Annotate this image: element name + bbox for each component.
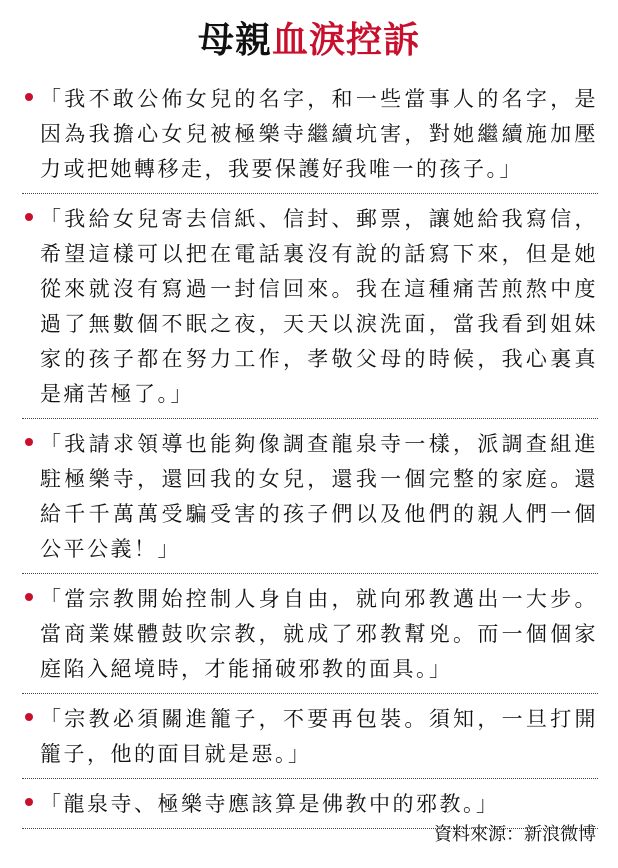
bullet-dot-icon [25,93,33,101]
page-title [0,18,618,64]
bullet-dot-icon [25,593,33,601]
title-part-2: 血淚控訴 [272,20,421,61]
quote-text: 「我請求領導也能夠像調查龍泉寺一樣，派調查組進駐極樂寺，還回我的女兒，還我一個完整的家庭。還給千千萬萬受騙受害的孩子們以及他們的親人們一個公平公義！」 [40,432,598,561]
quote-text: 「當宗教開始控制人身自由，就向邪教邁出一大步。當商業媒體鼓吹宗教，就成了邪教幫兇。而一個個家庭陷入絕境時，才能捅破邪教的面具。」 [40,587,598,681]
bullet-dot-icon [25,798,33,806]
quote-text: 「宗教必須關進籠子，不要再包裝。須知，一旦打開籠子，他的面目就是惡。」 [40,707,598,766]
source-credit: 資料來源：新浪微博 [434,824,596,845]
quote-item [22,425,598,574]
quote-list [22,80,598,835]
quote-text: 「龍泉寺、極樂寺應該算是佛教中的邪教。」 [40,792,500,816]
quote-text: 「我不敢公佈女兒的名字，和一些當事人的名字，是因為我擔心女兒被極樂寺繼續坑害，對她繼續施加壓力或把她轉移走，我要保護好我唯一的孩子。」 [40,87,598,181]
bullet-dot-icon [25,213,33,221]
title-part-1: 母親 [197,20,272,61]
quote-item [22,700,598,779]
quote-text: 「我給女兒寄去信紙、信封、郵票，讓她給我寫信，希望這樣可以把在電話裏沒有說的話寫下來，但是她從來就沒有寫過一封信回來。我在這種痛苦煎熬中度過了無數個不眠之夜，天天以淚洗面，當我看到姐妹家的孩子都在努力工作，孝敬父母的時候，我心裏真是痛苦極了。」 [40,207,598,406]
quote-item [22,580,598,694]
quote-item [22,200,598,419]
quote-item [22,80,598,194]
bullet-dot-icon [25,438,33,446]
bullet-dot-icon [25,713,33,721]
